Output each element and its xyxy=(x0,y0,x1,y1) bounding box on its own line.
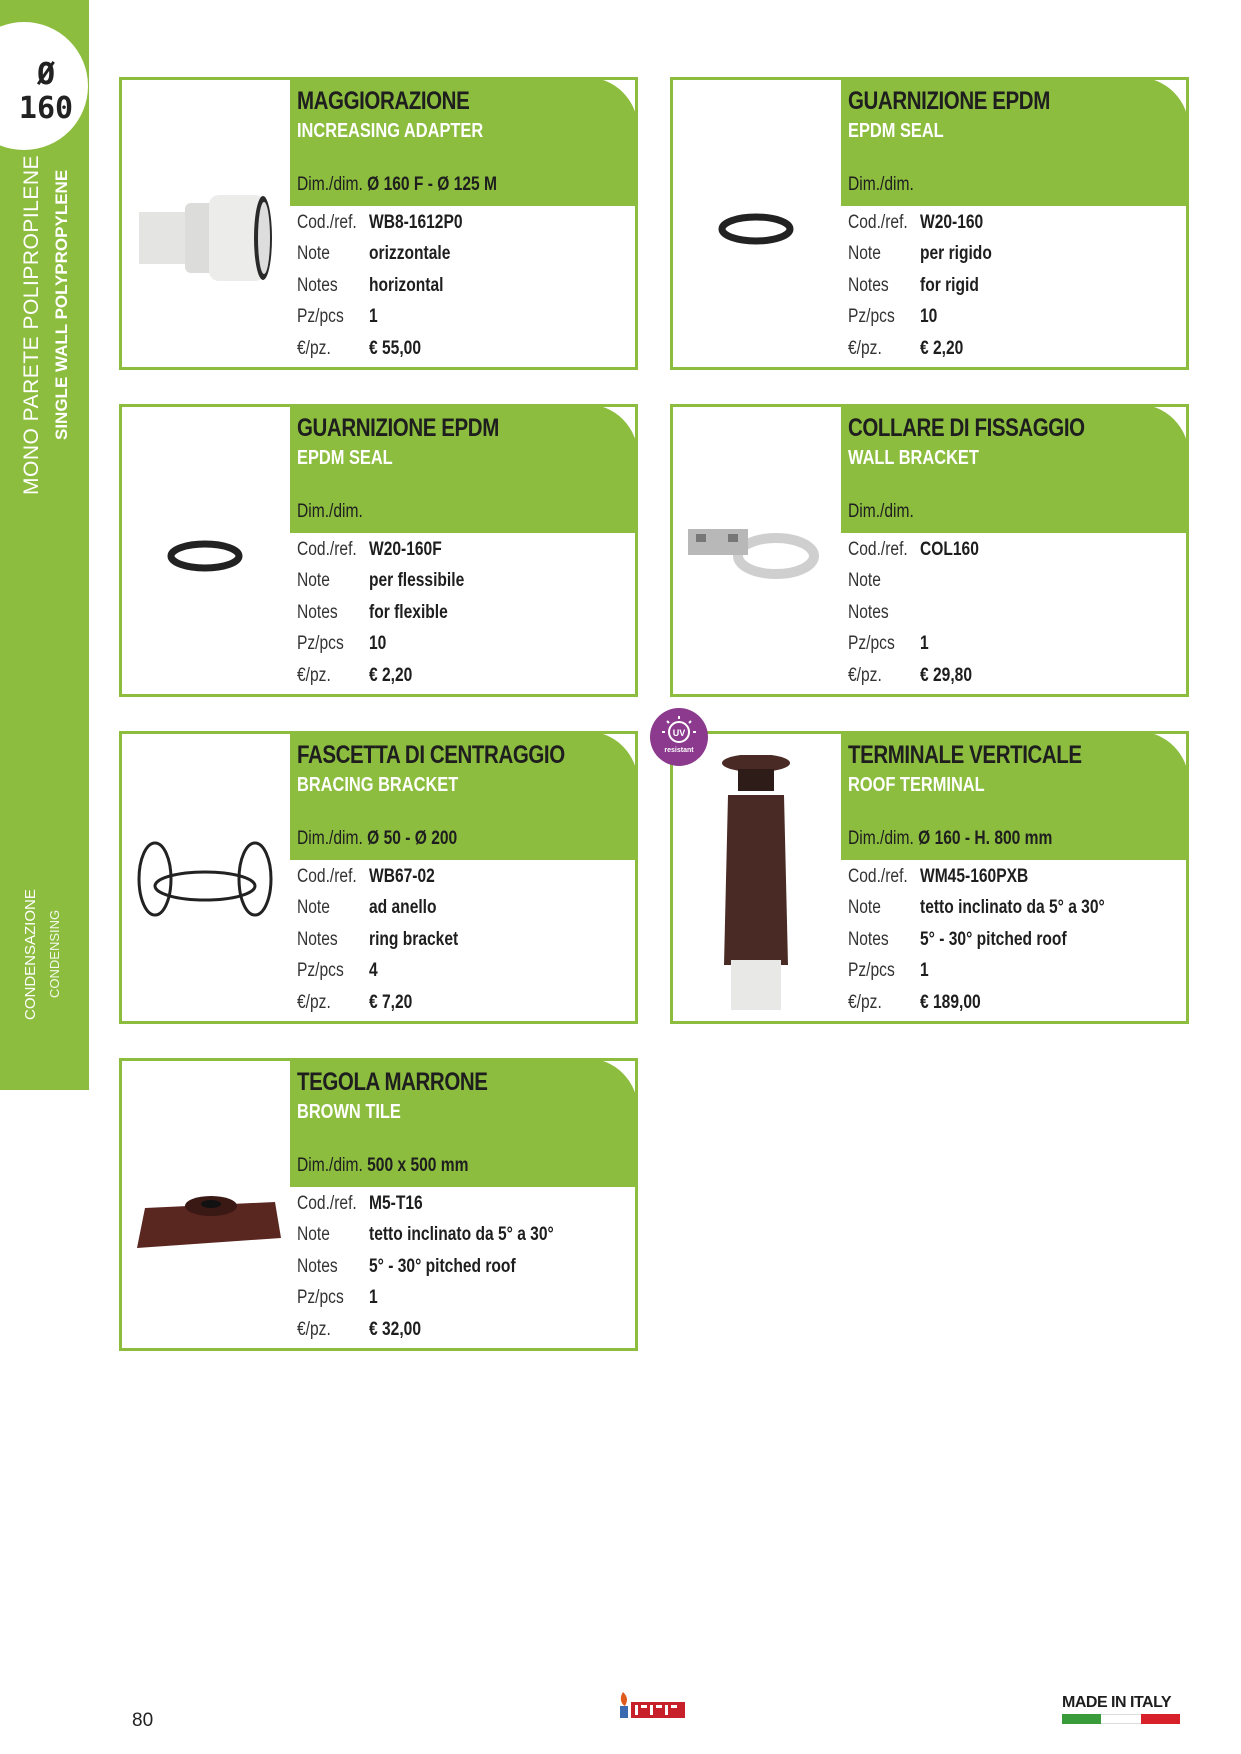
product-specs xyxy=(297,861,630,1019)
spec-value: per flessibile xyxy=(369,570,465,592)
product-subtitle: WALL BRACKET xyxy=(848,447,979,469)
spec-row-code xyxy=(297,861,630,893)
product-dimension xyxy=(848,174,914,196)
spec-value: 10 xyxy=(920,306,938,328)
product-specs xyxy=(848,861,1181,1019)
spec-key: €/pz. xyxy=(297,664,331,686)
spec-value: for rigid xyxy=(920,274,979,296)
spec-value: M5-T16 xyxy=(369,1192,423,1214)
product-title: TERMINALE VERTICALE xyxy=(848,741,1082,769)
spec-row-notes xyxy=(848,270,1181,302)
spec-row-code xyxy=(297,534,630,566)
spec-row-code xyxy=(297,207,630,239)
sidebar-category-en: CONDENSING xyxy=(47,909,62,998)
seal-ring-icon xyxy=(125,484,285,684)
spec-row-code xyxy=(848,207,1181,239)
spec-value: 10 xyxy=(369,633,387,655)
wall-bracket-icon xyxy=(676,484,836,684)
spec-row-pcs xyxy=(297,1283,630,1315)
spec-key: Cod./ref. xyxy=(848,538,908,560)
product-title: GUARNIZIONE EPDM xyxy=(848,87,1050,115)
spec-value: tetto inclinato da 5° a 30° xyxy=(369,1224,554,1246)
product-card xyxy=(670,77,1189,370)
product-subtitle: EPDM SEAL xyxy=(297,447,393,469)
spec-row-notes xyxy=(848,597,1181,629)
spec-row-notes xyxy=(848,924,1181,956)
spec-row-price xyxy=(297,1314,630,1346)
spec-value: € 55,00 xyxy=(369,337,421,359)
product-card xyxy=(670,731,1189,1024)
spec-key: Pz/pcs xyxy=(297,633,344,655)
spec-row-notes xyxy=(297,1251,630,1283)
spec-row-code xyxy=(297,1188,630,1220)
spec-key: Note xyxy=(297,1224,330,1246)
spec-row-note xyxy=(297,566,630,598)
spec-value: € 2,20 xyxy=(369,664,413,686)
product-subtitle: EPDM SEAL xyxy=(848,120,944,142)
spec-row-code xyxy=(848,861,1181,893)
pipe-adapter-icon xyxy=(125,157,285,357)
spec-row-pcs xyxy=(297,302,630,334)
spec-row-note xyxy=(297,1220,630,1252)
spec-value: € 2,20 xyxy=(920,337,964,359)
spec-row-price xyxy=(848,987,1181,1019)
product-dimension xyxy=(297,501,363,523)
spec-row-pcs xyxy=(297,629,630,661)
spec-value: ring bracket xyxy=(369,928,459,950)
spec-key: Notes xyxy=(848,274,889,296)
spec-value: 5° - 30° pitched roof xyxy=(369,1255,516,1277)
spec-value: ad anello xyxy=(369,897,437,919)
spec-row-price xyxy=(848,660,1181,692)
spec-value: € 29,80 xyxy=(920,664,972,686)
spec-row-code xyxy=(848,534,1181,566)
seal-ring-icon xyxy=(676,157,836,357)
spec-key: Pz/pcs xyxy=(848,633,895,655)
spec-key: Cod./ref. xyxy=(297,211,357,233)
sidebar-title-it: MONO PARETE POLIPROPILENE xyxy=(20,154,43,495)
product-specs xyxy=(848,207,1181,365)
product-specs xyxy=(297,1188,630,1346)
spec-row-price xyxy=(297,987,630,1019)
product-dimension xyxy=(297,174,497,196)
spec-key: €/pz. xyxy=(297,991,331,1013)
spec-value: for flexible xyxy=(369,601,448,623)
sidebar-title-en: SINGLE WALL POLYPROPYLENE xyxy=(52,169,71,440)
spec-row-notes xyxy=(297,597,630,629)
product-title: GUARNIZIONE EPDM xyxy=(297,414,499,442)
spec-row-notes xyxy=(297,924,630,956)
product-title: COLLARE DI FISSAGGIO xyxy=(848,414,1085,442)
product-card xyxy=(670,404,1189,697)
spec-key: Notes xyxy=(297,928,338,950)
diameter-label xyxy=(18,58,74,126)
spec-value: 1 xyxy=(369,1287,378,1309)
spec-key: Notes xyxy=(848,601,889,623)
spec-key: Notes xyxy=(848,928,889,950)
spec-value: € 32,00 xyxy=(369,1318,421,1340)
spec-value: 1 xyxy=(369,306,378,328)
spec-value: WB8-1612P0 xyxy=(369,211,463,233)
spec-key: Pz/pcs xyxy=(297,1287,344,1309)
spec-key: Note xyxy=(848,897,881,919)
spec-value: orizzontale xyxy=(369,243,451,265)
product-specs xyxy=(848,534,1181,692)
dim-value: 500 x 500 mm xyxy=(367,1155,469,1176)
uv-resistant-badge xyxy=(650,708,708,766)
spec-key: Note xyxy=(848,570,881,592)
page-number: 80 xyxy=(132,1710,154,1731)
spec-row-note xyxy=(848,239,1181,271)
product-card xyxy=(119,731,638,1024)
uv-label: UV xyxy=(672,728,686,738)
product-card xyxy=(119,404,638,697)
spec-row-pcs xyxy=(297,956,630,988)
dim-label: Dim./dim. xyxy=(848,828,914,849)
spec-key: Notes xyxy=(297,1255,338,1277)
spec-key: Cod./ref. xyxy=(297,865,357,887)
spec-value: 5° - 30° pitched roof xyxy=(920,928,1067,950)
spec-key: €/pz. xyxy=(848,991,882,1013)
brand-logo xyxy=(617,1688,687,1725)
spec-value: WB67-02 xyxy=(369,865,435,887)
spec-key: Cod./ref. xyxy=(848,865,908,887)
brown-tile-icon xyxy=(125,1138,285,1338)
product-specs xyxy=(297,207,630,365)
spec-value: WM45-160PXB xyxy=(920,865,1029,887)
sidebar xyxy=(0,0,89,1090)
diameter-symbol: Ø xyxy=(36,57,56,92)
product-subtitle: INCREASING ADAPTER xyxy=(297,120,484,142)
bracing-bracket-icon xyxy=(125,811,285,1011)
product-subtitle: BROWN TILE xyxy=(297,1101,401,1123)
spec-key: Note xyxy=(297,897,330,919)
spec-value: 4 xyxy=(369,960,378,982)
product-subtitle: ROOF TERMINAL xyxy=(848,774,985,796)
roof-terminal-icon xyxy=(676,755,836,1020)
dim-value: Ø 160 - H. 800 mm xyxy=(918,828,1053,849)
product-dimension xyxy=(297,1155,468,1177)
dim-value: Ø 160 F - Ø 125 M xyxy=(367,174,498,195)
dim-label: Dim./dim. xyxy=(848,174,914,195)
spec-key: Pz/pcs xyxy=(297,960,344,982)
spec-key: Pz/pcs xyxy=(848,960,895,982)
spec-key: Note xyxy=(848,243,881,265)
uv-sublabel: resistant xyxy=(664,747,694,754)
spec-key: Notes xyxy=(297,601,338,623)
product-dimension xyxy=(848,501,914,523)
spec-key: Notes xyxy=(297,274,338,296)
product-subtitle: BRACING BRACKET xyxy=(297,774,459,796)
spec-value: 1 xyxy=(920,960,929,982)
italian-flag-icon xyxy=(1062,1714,1180,1724)
spec-row-pcs xyxy=(848,629,1181,661)
dim-label: Dim./dim. xyxy=(297,1155,363,1176)
spec-row-notes xyxy=(297,270,630,302)
spec-value: per rigido xyxy=(920,243,992,265)
spec-value: € 189,00 xyxy=(920,991,981,1013)
made-in-italy-label: MADE IN ITALY xyxy=(1062,1694,1172,1711)
spec-key: Pz/pcs xyxy=(848,306,895,328)
dim-label: Dim./dim. xyxy=(297,501,363,522)
spec-value: COL160 xyxy=(920,538,979,560)
product-title: FASCETTA DI CENTRAGGIO xyxy=(297,741,565,769)
spec-key: Pz/pcs xyxy=(297,306,344,328)
spec-key: Note xyxy=(297,243,330,265)
spec-value: W20-160F xyxy=(369,538,442,560)
spec-key: €/pz. xyxy=(297,1318,331,1340)
spec-key: €/pz. xyxy=(848,664,882,686)
spec-row-pcs xyxy=(848,956,1181,988)
sidebar-category-it: CONDENSAZIONE xyxy=(22,889,39,1020)
product-title: TEGOLA MARRONE xyxy=(297,1068,488,1096)
spec-row-note xyxy=(848,566,1181,598)
dim-label: Dim./dim. xyxy=(297,828,363,849)
spec-value: horizontal xyxy=(369,274,444,296)
spec-row-price xyxy=(297,660,630,692)
spec-key: Cod./ref. xyxy=(297,538,357,560)
product-dimension xyxy=(297,828,457,850)
dim-label: Dim./dim. xyxy=(848,501,914,522)
spec-row-note xyxy=(848,893,1181,925)
spec-row-pcs xyxy=(848,302,1181,334)
spec-value: tetto inclinato da 5° a 30° xyxy=(920,897,1105,919)
spec-key: Cod./ref. xyxy=(297,1192,357,1214)
product-card xyxy=(119,1058,638,1351)
uv-sun-icon xyxy=(650,708,708,766)
spec-value: 1 xyxy=(920,633,929,655)
product-title: MAGGIORAZIONE xyxy=(297,87,470,115)
spec-row-price xyxy=(848,333,1181,365)
spec-key: Note xyxy=(297,570,330,592)
spec-row-note xyxy=(297,893,630,925)
spec-key: €/pz. xyxy=(848,337,882,359)
spec-row-note xyxy=(297,239,630,271)
product-dimension xyxy=(848,828,1052,850)
spec-key: Cod./ref. xyxy=(848,211,908,233)
dim-label: Dim./dim. xyxy=(297,174,363,195)
diameter-value: 160 xyxy=(18,91,74,126)
dim-value: Ø 50 - Ø 200 xyxy=(367,828,458,849)
product-card xyxy=(119,77,638,370)
spec-key: €/pz. xyxy=(297,337,331,359)
product-specs xyxy=(297,534,630,692)
spec-row-price xyxy=(297,333,630,365)
spec-value: € 7,20 xyxy=(369,991,413,1013)
spec-value: W20-160 xyxy=(920,211,984,233)
